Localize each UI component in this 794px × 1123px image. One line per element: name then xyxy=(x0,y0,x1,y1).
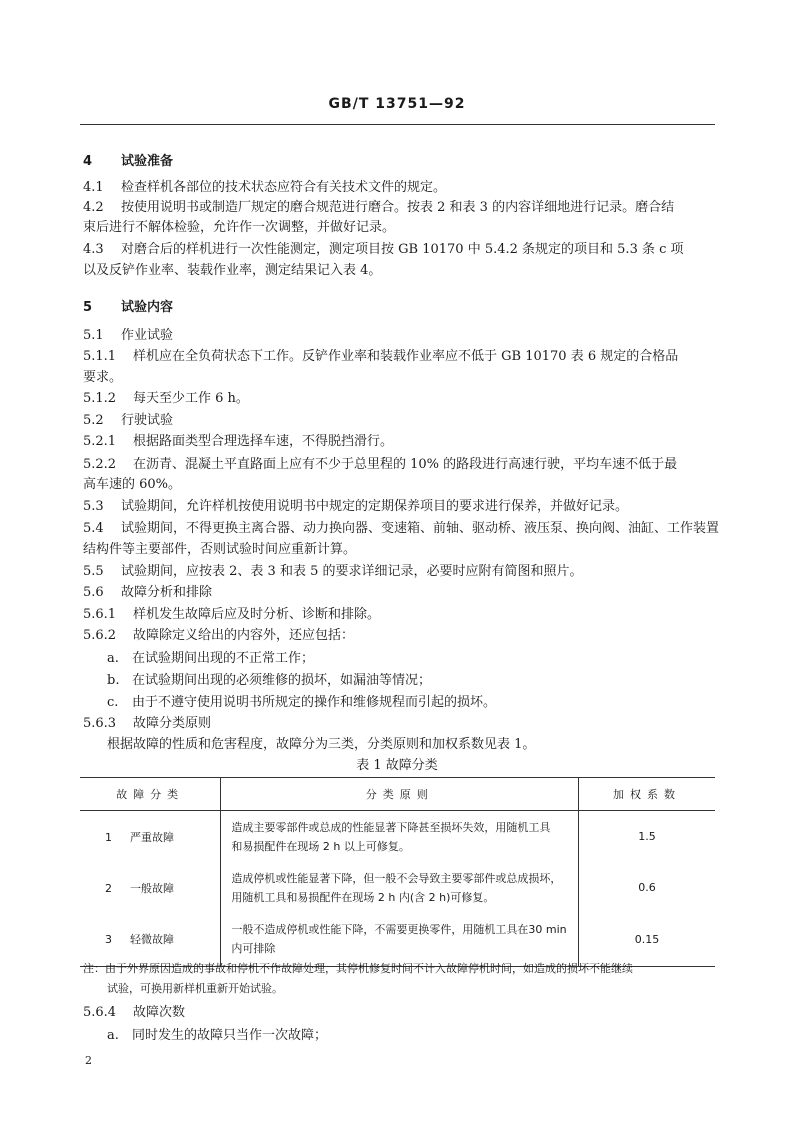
clause-number: 5.1 xyxy=(83,328,104,343)
clause-text: 每天至少工作 6 h。 xyxy=(133,391,249,406)
table-note-line2: 试验，可换用新样机重新开始试验。 xyxy=(107,982,283,995)
header-rule xyxy=(80,124,715,125)
clause-text: 对磨合后的样机进行一次性能测定，测定项目按 GB 10170 中 5.4.2 条规定的项目和 5.3 条 c 项 xyxy=(121,242,684,257)
principle-line: 一般不造成停机或性能下降，不需要更换零件，用随机工具在30 min xyxy=(231,923,567,937)
clause-4-3-line1 xyxy=(83,242,684,257)
list-marker: c. xyxy=(107,695,119,710)
standard-code-header: GB/T 13751—92 xyxy=(328,96,466,112)
clause-5-6-3-paragraph: 根据故障的性质和危害程度，故障分为三类，分类原则和加权系数见表 1。 xyxy=(107,737,536,752)
clause-text: 故障除定义给出的内容外，还应包括： xyxy=(133,628,355,643)
clause-5-1 xyxy=(83,328,173,343)
list-marker: a. xyxy=(107,1028,119,1043)
section-title: 试验准备 xyxy=(121,154,174,169)
clause-text: 在沥青、混凝土平直路面上应有不少于总里程的 10% 的路段进行高速行驶，平均车速不低于最 xyxy=(133,457,678,472)
section-title: 试验内容 xyxy=(121,300,174,315)
clause-5-1-1-line2: 要求。 xyxy=(83,370,123,385)
principle-line: 造成主要零部件或总成的性能显著下降甚至损坏失效，用随机工具 xyxy=(231,820,551,834)
clause-number: 4.3 xyxy=(83,242,104,257)
principle-cell xyxy=(221,811,579,863)
clause-4-2-line2: 束后进行不解体检验，允许作一次调整，并做好记录。 xyxy=(83,220,396,235)
table-row xyxy=(80,863,715,913)
list-item xyxy=(107,651,314,666)
clause-5-2-1 xyxy=(83,434,393,449)
clause-5-2-2-line2: 高车速的 60%。 xyxy=(83,477,182,492)
fault-category-cell xyxy=(80,811,221,863)
clause-5-2-2-line1 xyxy=(83,457,677,472)
clause-text: 试验期间，不得更换主离合器、动力换向器、变速箱、前轴、驱动桥、液压泵、换向阀、油缸、工作装置 xyxy=(121,521,720,536)
clause-5-4-line2: 结构件等主要部件，否则试验时间应重新计算。 xyxy=(83,542,357,557)
clause-4-1 xyxy=(83,180,446,195)
clause-text: 根据路面类型合理选择车速，不得脱挡滑行。 xyxy=(133,434,394,449)
clause-5-3 xyxy=(83,499,628,514)
table-note-line1: 注：由于外界原因造成的事故和停机不作故障处理，其停机修复时间不计入故障停机时间，如造成的损坏不能继续 xyxy=(83,962,633,975)
clause-5-5 xyxy=(83,564,582,579)
fault-name: 一般故障 xyxy=(130,881,174,895)
section-number: 4 xyxy=(83,154,93,169)
clause-number: 5.2.1 xyxy=(83,434,117,449)
clause-number: 5.6 xyxy=(83,585,104,600)
clause-text: 样机应在全负荷状态下工作。反铲作业率和装载作业率应不低于 GB 10170 表 6 规定的合格品 xyxy=(133,349,679,364)
clause-text: 试验期间，允许样机按使用说明书中规定的定期保养项目的要求进行保养，并做好记录。 xyxy=(121,499,629,514)
clause-number: 5.6.3 xyxy=(83,716,117,731)
clause-4-3-line2: 以及反铲作业率、装载作业率，测定结果记入表 4。 xyxy=(83,263,382,278)
clause-number: 4.2 xyxy=(83,200,104,215)
header-fault-category: 故障分类 xyxy=(80,778,221,811)
principle-line: 造成停机或性能显著下降，但一般不会导致主要零部件或总成损坏， xyxy=(231,871,562,885)
fault-category-cell xyxy=(80,863,221,913)
list-marker: b. xyxy=(107,673,120,688)
clause-5-1-1-line1 xyxy=(83,349,678,364)
list-item xyxy=(107,695,496,710)
clause-number: 5.6.2 xyxy=(83,628,117,643)
row-number: 1 xyxy=(105,830,112,844)
row-number: 2 xyxy=(105,881,112,895)
header-weight-coefficient: 加权系数 xyxy=(579,778,715,811)
clause-number: 5.2 xyxy=(83,413,104,428)
weight-cell: 1.5 xyxy=(638,830,656,844)
clause-number: 5.1.1 xyxy=(83,349,117,364)
clause-5-6 xyxy=(83,585,212,600)
clause-text: 故障分类原则 xyxy=(133,716,212,731)
principle-line: 内可排除 xyxy=(231,942,276,956)
fault-name: 严重故障 xyxy=(130,830,174,844)
list-text: 同时发生的故障只当作一次故障； xyxy=(132,1028,328,1043)
principle-cell xyxy=(221,913,579,967)
table-row xyxy=(80,913,715,967)
list-text: 在试验期间出现的不正常工作； xyxy=(132,651,315,666)
list-text: 在试验期间出现的必须维修的损坏，如漏油等情况； xyxy=(132,673,432,688)
list-marker: a. xyxy=(107,651,119,666)
row-number: 3 xyxy=(105,933,112,947)
principle-cell xyxy=(221,863,579,913)
clause-text: 作业试验 xyxy=(121,328,174,343)
weight-cell: 0.15 xyxy=(579,913,715,967)
clause-text: 行驶试验 xyxy=(121,413,174,428)
clause-number: 5.2.2 xyxy=(83,457,117,472)
section-number: 5 xyxy=(83,300,93,315)
clause-text: 试验期间，应按表 2、表 3 和表 5 的要求详细记录，必要时应附有简图和照片。 xyxy=(121,564,583,579)
clause-5-6-4 xyxy=(83,1005,185,1020)
clause-5-6-3 xyxy=(83,716,211,731)
clause-number: 5.6.4 xyxy=(83,1005,117,1020)
section-5-heading xyxy=(83,296,173,315)
fault-category-cell xyxy=(80,913,221,967)
clause-number: 5.1.2 xyxy=(83,391,117,406)
clause-5-6-1 xyxy=(83,607,380,622)
clause-text: 故障次数 xyxy=(133,1005,186,1020)
list-item xyxy=(107,673,431,688)
clause-text: 检查样机各部位的技术状态应符合有关技术文件的规定。 xyxy=(121,180,447,195)
clause-number: 5.3 xyxy=(83,499,104,514)
clause-5-4-line1 xyxy=(83,521,719,536)
clause-text: 故障分析和排除 xyxy=(121,585,213,600)
clause-5-1-2 xyxy=(83,391,249,406)
clause-text: 样机发生故障后应及时分析、诊断和排除。 xyxy=(133,607,381,622)
clause-number: 5.6.1 xyxy=(83,607,117,622)
principle-line: 和易损配件在现场 2 h 以上可修复。 xyxy=(231,839,410,853)
clause-number: 5.5 xyxy=(83,564,104,579)
clause-text: 按使用说明书或制造厂规定的磨合规范进行磨合。按表 2 和表 3 的内容详细地进行记录。磨合结 xyxy=(121,200,675,215)
table-title: 表 1 故障分类 xyxy=(356,758,438,773)
clause-5-2 xyxy=(83,413,173,428)
page-number: 2 xyxy=(85,1054,92,1067)
table-header-row xyxy=(80,778,715,811)
clause-5-6-2 xyxy=(83,628,354,643)
clause-4-2-line1 xyxy=(83,200,674,215)
weight-cell: 0.6 xyxy=(638,881,656,894)
fault-name: 轻微故障 xyxy=(130,933,174,947)
section-4-heading xyxy=(83,150,173,169)
header-classification-principle: 分类原则 xyxy=(221,778,579,811)
list-text: 由于不遵守使用说明书所规定的操作和维修规程而引起的损坏。 xyxy=(132,695,497,710)
list-item xyxy=(107,1028,327,1043)
clause-number: 4.1 xyxy=(83,180,104,195)
fault-classification-table xyxy=(80,777,715,967)
principle-line: 用随机工具和易损配件在现场 2 h 内(含 2 h)可修复。 xyxy=(231,890,495,904)
clause-number: 5.4 xyxy=(83,521,104,536)
table-row xyxy=(80,811,715,863)
